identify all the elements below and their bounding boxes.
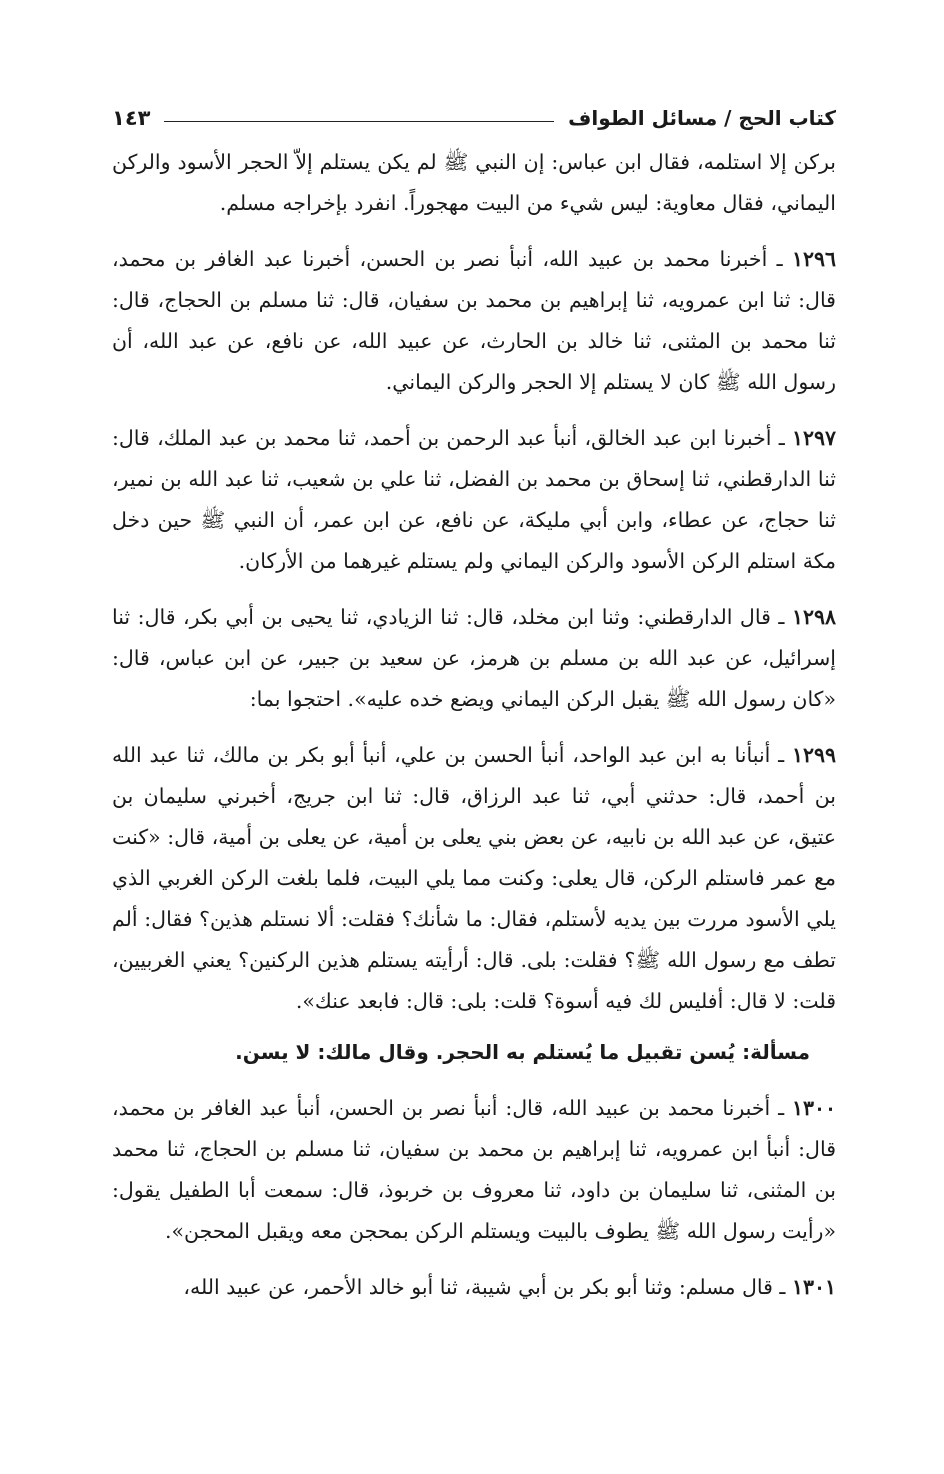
header-title: كتاب الحج / مسائل الطواف: [568, 106, 836, 130]
hadith-1298: [112, 597, 836, 720]
hadith-text: ـ أخبرنا محمد بن عبيد الله، أنبأ نصر بن الحسن، أخبرنا عبد الغافر بن محمد، قال: ثنا ابن عمرويه، ثنا إبراهيم بن محمد بن سفيان، قال: ثنا مسلم بن الحجاج، قال: ثنا محمد بن المثنى، ثنا خالد بن الحارث، عن عبيد الله، عن نافع، عن عبد الله، أن رسول الله ﷺ كان لا يستلم إلا الحجر والركن اليماني.: [112, 247, 836, 394]
hadith-number: ١٢٩٧: [791, 426, 836, 450]
hadith-number: ١٢٩٦: [791, 247, 836, 271]
hadith-1296: [112, 239, 836, 403]
hadith-number: ١٢٩٨: [791, 605, 836, 629]
hadith-1297: [112, 418, 836, 582]
header-rule: [164, 121, 554, 122]
page-number: ١٤٣: [112, 106, 151, 130]
hadith-1301: [112, 1267, 836, 1308]
hadith-text: ـ أنبأنا به ابن عبد الواحد، أنبأ الحسن بن علي، أنبأ أبو بكر بن مالك، ثنا عبد الله بن أحمد، قال: حدثني أبي، ثنا عبد الرزاق، قال: ثنا ابن جريج، أخبرني سليمان بن عتيق، عن عبد الله بن نابيه، عن بعض بني يعلى بن أمية، عن يعلى بن أمية، قال: «كنت مع عمر فاستلم الركن، قال يعلى: وكنت مما يلي البيت، فلما بلغت الركن الغربي الذي يلي الأسود مررت بين يديه لأستلم، فقال: ما شأنك؟ فقلت: ألا نستلم هذين؟ فقال: ألم تطف مع رسول الله ﷺ؟ فقلت: بلى. قال: أرأيته يستلم هذين الركنين؟ يعني الغربيين، قلت: لا قال: أفليس لك فيه أسوة؟ قلت: بلى: قال: فابعد عنك».: [112, 743, 836, 1013]
hadith-number: ١٢٩٩: [791, 743, 836, 767]
hadith-1300: [112, 1088, 836, 1252]
book-page: [112, 98, 836, 1308]
hadith-text: ـ قال مسلم: وثنا أبو بكر بن أبي شيبة، ثنا أبو خالد الأحمر، عن عبيد الله،: [183, 1275, 786, 1299]
hadith-text: ـ قال الدارقطني: وثنا ابن مخلد، قال: ثنا الزيادي، ثنا يحيى بن أبي بكر، قال: ثنا إسرائيل، عن عبد الله بن مسلم بن هرمز، عن سعيد بن جبير، عن ابن عباس، قال: «كان رسول الله ﷺ يقبل الركن اليماني ويضع خده عليه». احتجوا بما:: [112, 605, 836, 711]
hadith-number: ١٣٠١: [791, 1275, 836, 1299]
hadith-number: ١٣٠٠: [791, 1096, 836, 1120]
running-header: [112, 98, 836, 138]
hadith-text: ـ أخبرنا محمد بن عبيد الله، قال: أنبأ نصر بن الحسن، أنبأ عبد الغافر بن محمد، قال: أنبأ ابن عمرويه، ثنا إبراهيم بن محمد بن سفيان، ثنا مسلم بن الحجاج، ثنا محمد بن المثنى، ثنا سليمان بن داود، ثنا معروف بن خربوذ، قال: سمعت أبا الطفيل يقول: «رأيت رسول الله ﷺ يطوف بالبيت ويستلم الركن بمحجن معه ويقبل المحجن».: [112, 1096, 836, 1243]
hadith-text: ـ أخبرنا ابن عبد الخالق، أنبأ عبد الرحمن بن أحمد، ثنا محمد بن عبد الملك، قال: ثنا الدارقطني، ثنا إسحاق بن محمد بن الفضل، ثنا علي بن شعيب، ثنا عبد الله بن نمير، ثنا حجاج، عن عطاء، وابن أبي مليكة، عن نافع، عن ابن عمر، أن النبي ﷺ حين دخل مكة استلم الركن الأسود والركن اليماني ولم يستلم غيرهما من الأركان.: [112, 426, 836, 573]
issue-heading: مسألة: يُسن تقبيل ما يُستلم به الحجر. وقال مالك: لا يسن.: [235, 1040, 810, 1064]
hadith-1299: [112, 735, 836, 1022]
intro-paragraph: بركن إلا استلمه، فقال ابن عباس: إن النبي ﷺ لم يكن يستلم إلاّ الحجر الأسود والركن اليماني، فقال معاوية: ليس شيء من البيت مهجوراً. انفرد بإخراجه مسلم.: [112, 150, 836, 215]
